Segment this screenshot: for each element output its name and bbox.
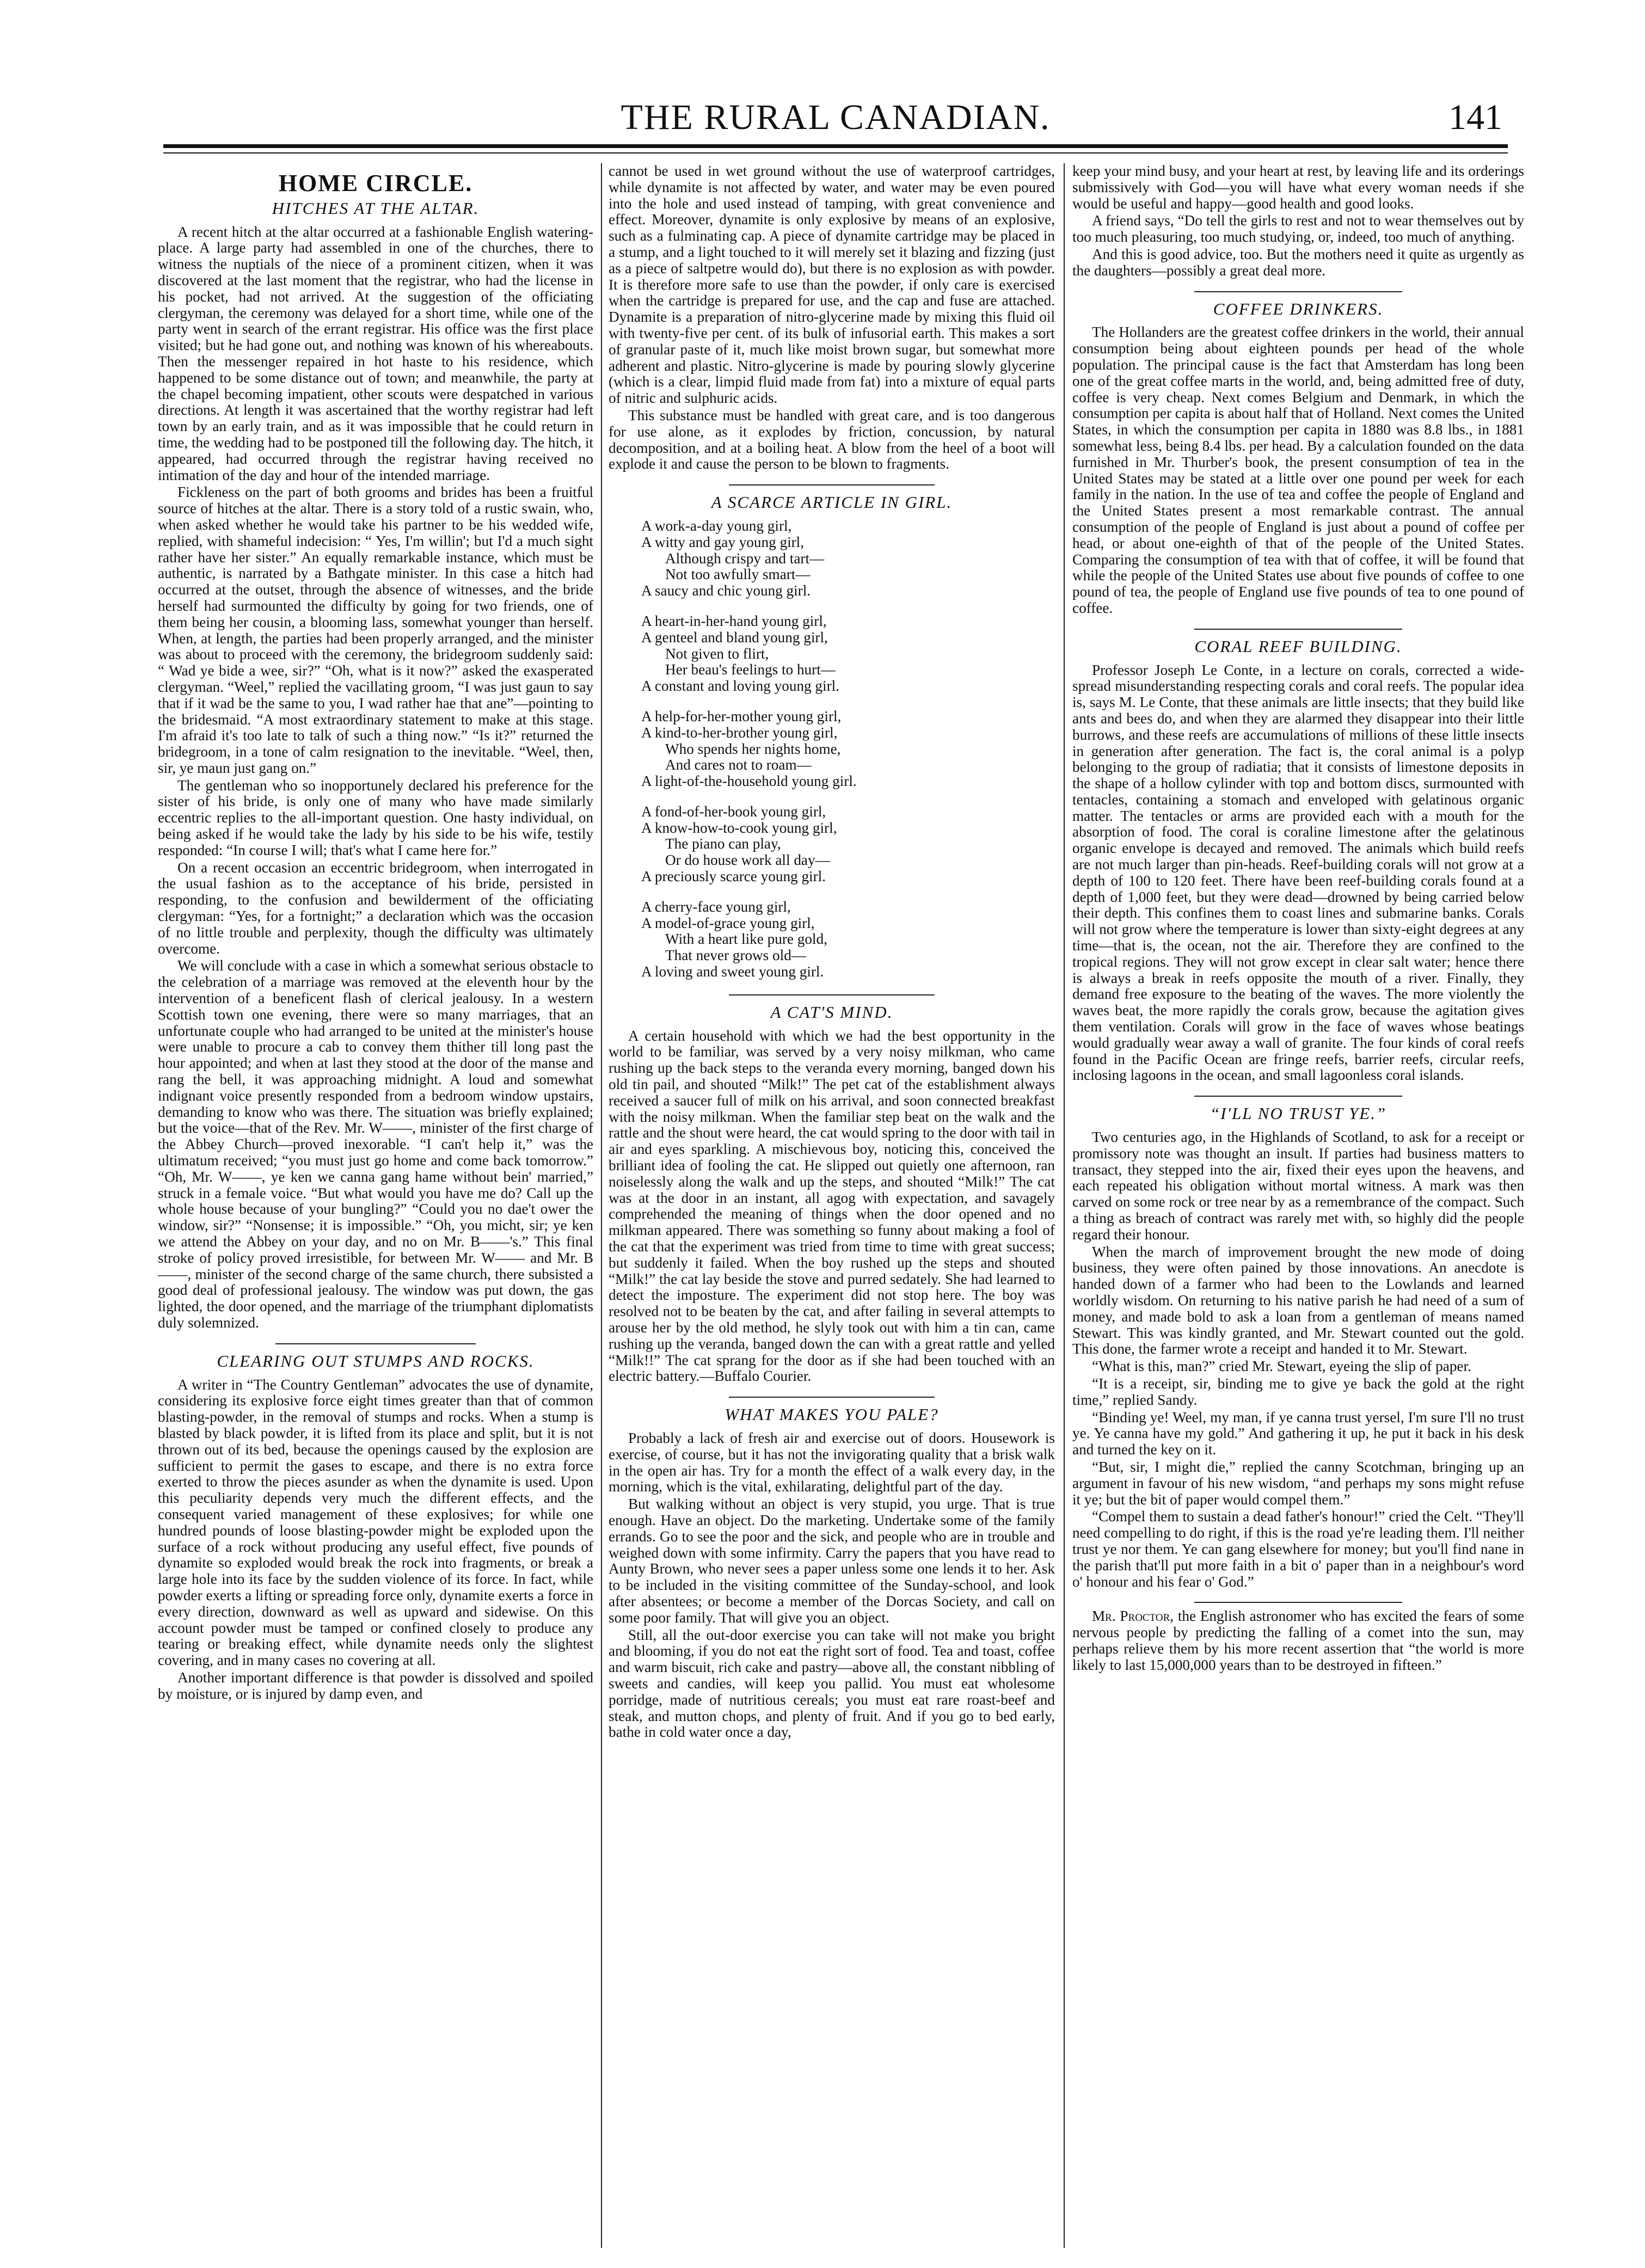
- paragraph: Still, all the out-door exercise you can take will not make you bright and blooming, if you do not eat the right sort of food. Tea and toast, coffee and warm biscuit, rich cake and pastry—above all, the constant nibbling of sweets and candies, will keep you pallid. You must eat wholesome porridge, made of nutritious cereals; you must eat rare roast-beef and steak, and mutton chops, and plenty of fruit. And if you go to bed early, bathe in cold water once a day,: [609, 1626, 1055, 1741]
- paragraph: Probably a lack of fresh air and exercise out of doors. Housework is exercise, of course, but it has not the invigorating quality that a brisk walk in the open air has. Try for a month the effect of a walk every day, in the morning, which is the vital, exhilarating, delightful part of the day.: [609, 1429, 1055, 1495]
- paragraph: keep your mind busy, and your heart at rest, by leaving life and its orderings submissively with God—you will have what every woman needs if she would be useful and happy—good health and good looks.: [1072, 163, 1524, 212]
- article-title-pale: WHAT MAKES YOU PALE?: [725, 1405, 939, 1424]
- paragraph: Professor Joseph Le Conte, in a lecture on corals, corrected a wide-spread misunderstanding respecting corals and coral reefs. The popular idea is, says M. Le Conte, that these animals are little insects; that they build like ants and bees do, and when they are alarmed they disappear into their little burrows, and these reefs are accumulations of millions of these little insects in generation after generation. The fact is, the coral animal is a polyp belonging to the group of radiatia; that it consists of limestone deposits in the shape of a hollow cylinder with top and bottom discs, surmounted with tentacles, containing a stomach and enveloped with gelatinous organic matter. The tentacles or arms are provided each with a mouth for the absorption of food. The coral is coraline limestone after the gelatinous organic envelope is decayed and removed. The animals which build reefs are not much larger than pin-heads. Reef-building corals will not grow at a depth of 100 to 120 feet. There have been reef-building corals found at a depth of 1,000 feet, but they were dead—drowned by being carried below their depth. This confines them to coast lines and submarine banks. Corals will not grow where the temperature is lower than sixty-eight degrees at any time—that is, the ocean, not the air. Therefore they are confined to the tropical regions. They will not grow except in clear salt water; hence there is always a break in reefs opposite the mouth of a river. Finally, they demand free exposure to the beating of the waves. The more violently the waves beat, the more rapidly the corals grow, because the agitation gives them ventilation. Corals will grow in the face of waves whose beatings would gradually wear away a wall of granite. The four kinds of coral reefs found in the Pacific Ocean are fringe reefs, barrier reefs, circular reefs, inclosing lagoons in the ocean, and small lagoonless coral islands.: [1072, 661, 1524, 1084]
- paragraph: When the march of improvement brought the new mode of doing business, they were often pained by those innovations. An anecdote is handed down of a farmer who had been to the Lowlands and learned worldly wisdom. On returning to his native parish he had need of a sum of money, and made bold to ask a loan from a gentleman of means named Stewart. This was kindly granted, and Mr. Stewart counted out the gold. This done, the farmer wrote a receipt and handed it to Mr. Stewart.: [1072, 1243, 1524, 1357]
- poem-line: A heart-in-her-hand young girl,: [641, 612, 827, 629]
- article-separator: [729, 1397, 934, 1398]
- paragraph: On a recent occasion an eccentric bridegroom, when interrogated in the usual fashion as to the acceptance of his bride, persisted in responding, to the confusion and bewilderment of the officiating clergyman: “Yes, for a fortnight;” a declaration which was the occasion of no little trouble and perplexity, though the difficulty was ultimately overcome.: [158, 859, 593, 957]
- note-lead: Mr. Proctor,: [1092, 1608, 1174, 1625]
- article-separator: [275, 1343, 476, 1344]
- page-number: 141: [1448, 97, 1502, 137]
- poem-line: A genteel and bland young girl,: [641, 629, 828, 646]
- article-separator: [1194, 291, 1402, 292]
- section-heading: HOME CIRCLE.: [278, 170, 473, 196]
- poem-stanza: [641, 899, 1055, 980]
- poem-line: A loving and sweet young girl.: [641, 963, 824, 980]
- note-text: the English astronomer who has excited the fears of some nervous people by predicting the falling of a comet into the sun, may perhaps relieve them by his more recent assertion that “the world is more likely to last 15,000,000 years than to be destroyed in fifteen.”: [1072, 1608, 1524, 1673]
- poem-line: A model-of-grace young girl,: [641, 914, 815, 931]
- paragraph: Fickleness on the part of both grooms and brides has been a fruitful source of hitches at the altar. There is a story told of a rustic swain, who, when asked whether he would take his partner to be his wedded wife, replied, with shameful indecision: “ Yes, I'm willin'; but I'd a much sight rather have her sister.” An equally remarkable instance, which must be authentic, is narrated by a Bathgate minister. In this case a hitch had occurred at the outset, through the absence of witnesses, and the bride herself had surmounted the difficulty by going for two friends, one of them being her cousin, a blooming lass, somewhat younger than herself. When, at length, the parties had been properly arranged, and the minister was about to proceed with the ceremony, the bridegroom suddenly said: “ Wad ye bide a wee, sir?” “Oh, what is it now?” asked the exasperated clergyman. “Weel,” replied the vacillating groom, “I was just gaun to say that if it wad be the same to you, I wad rather hae that ane”—pointing to the bridesmaid. “A most extraordinary statement to make at this stage. I'm afraid it's too late to talk of such a thing now.” “Is it?” returned the bridegroom, in a tone of calm resignation to the inevitable. “Weel, then, sir, ye maun just gang on.”: [158, 484, 593, 776]
- article-title-trust: “I'LL NO TRUST YE.”: [1210, 1104, 1387, 1123]
- column-3: [1072, 163, 1524, 2248]
- article-title-coffee: COFFEE DRINKERS.: [1213, 299, 1384, 318]
- paragraph: A certain household with which we had the best opportunity in the world to be familiar, was served by a very noisy milkman, who came rushing up the back steps to the veranda every morning, banged down his old tin pail, and shouted “Milk!” The pet cat of the establishment always received a saucer full of milk on his arrival, and soon connected breakfast with the noisy milkman. When the familiar step beat on the walk and the rattle and the shout were heard, the cat would spring to the door with tail in air and eyes sparkling. A mischievous boy, noticing this, conceived the brilliant idea of fooling the cat. He slipped out quietly one afternoon, ran noiselessly along the walk and up the steps, and shouted “Milk!” The cat was at the door in an instant, all agog with expectation, and savagely comprehended the meaning of things when the door opened and no milkman appeared. There was something so funny about making a fool of the cat that the experiment was tried from time to time with great success; but suddenly it failed. When the boy rushed up the steps and shouted “Milk!” the cat lay beside the stove and purred sedately. She had learned to detect the imposture. The experiment did not stop here. The boy was resolved not to be beaten by the cat, and after failing in several attempts to arouse her by the old method, he slyly took out with him a tin can, came rushing up the veranda, banged down the can with a great rattle and yelled “Milk!!” The cat sprang for the door as if she had been touched with an electric battery.—Buffalo Courier.: [609, 1027, 1055, 1385]
- page-header: [163, 82, 1508, 142]
- poem-line: A cherry-face young girl,: [641, 898, 791, 915]
- article-separator: [729, 484, 934, 485]
- poem-stanza: [641, 804, 1055, 885]
- paragraph: A friend says, “Do tell the girls to rest and not to wear themselves out by too much pleasuring, too much studying, or, indeed, too much of anything.: [1072, 212, 1524, 245]
- poem-line: Who spends her nights home,: [665, 740, 841, 757]
- column-1: [158, 163, 593, 2248]
- article-title-hitches: HITCHES AT THE ALTAR.: [272, 198, 480, 218]
- paragraph: And this is good advice, too. But the mothers need it quite as urgently as the daughters—possibly a great deal more.: [1072, 245, 1524, 279]
- poem-line: Not given to flirt,: [665, 645, 769, 662]
- poem-line: A fond-of-her-book young girl,: [641, 803, 826, 820]
- paragraph: This substance must be handled with great care, and is too dangerous for use alone, as it explodes by friction, concussion, by natural decomposition, and at a boiling heat. A blow from the heel of a boot will explode it and cause the person to be blown to fragments.: [609, 407, 1055, 472]
- poem-line: A light-of-the-household young girl.: [641, 773, 857, 790]
- poem-line: A constant and loving young girl.: [641, 678, 839, 694]
- paragraph: But walking without an object is very stupid, you urge. That is true enough. Have an object. Do the marketing. Undertake some of the family errands. Go to see the poor and the sick, and people who are in trouble and weighed down with some infirmity. Carry the papers that you have read to Aunty Brown, who never sees a paper unless some one lends it to her. Ask to be included in the visiting committee of the Sunday-school, and look after absentees; or become a member of the Dorcas Society, and call on some poor family. That will give you an object.: [609, 1496, 1055, 1626]
- article-title-stumps: CLEARING OUT STUMPS AND ROCKS.: [217, 1351, 535, 1370]
- poem-line: Although crispy and tart—: [665, 550, 825, 567]
- paragraph: “It is a receipt, sir, binding me to give ye back the gold at the right time,” replied Sandy.: [1072, 1375, 1524, 1408]
- poem-line: That never grows old—: [665, 947, 806, 964]
- column-2: [609, 163, 1055, 2248]
- paragraph: “Binding ye! Weel, my man, if ye canna trust yersel, I'm sure I'll no trust ye. Ye canna have my gold.” And gathering it up, he put it back in his desk and turned the key on it.: [1072, 1409, 1524, 1458]
- header-rule: [163, 144, 1508, 148]
- paragraph: “But, sir, I might die,” replied the canny Scotchman, bringing up an argument in favour of his new wisdom, “and perhaps my sons might refuse it ye; but the bit of paper would compel them.”: [1072, 1458, 1524, 1508]
- poem-line: With a heart like pure gold,: [665, 931, 827, 948]
- poem-line: Or do house work all day—: [665, 852, 830, 869]
- paragraph: Two centuries ago, in the Highlands of Scotland, to ask for a receipt or promissory note was thought an insult. If parties had business matters to transact, they stepped into the air, fixed their eyes upon the heavens, and each repeated his obligation without mortal witness. A mark was then carved on some rock or tree near by as a remembrance of the compact. Such a thing as breach of contract was rarely met with, so highly did the people regard their honour.: [1072, 1129, 1524, 1243]
- paragraph: The Hollanders are the greatest coffee drinkers in the world, their annual consumption being about eighteen pounds per head of the whole population. The principal cause is the fact that Amsterdam has long been one of the great coffee marts in the world, and, being admitted free of duty, coffee is very cheap. Next comes Belgium and Denmark, in which the consumption per capita is about half that of Holland. Next comes the United States, in which the consumption per capita in 1880 was 8.8 lbs., in 1881 somewhat less, being 8.4 lbs. per head. By a calculation founded on the data furnished in Mr. Thurber's book, the present consumption of tea in the United States may be stated at a little over one pound per week for each family in the nation. In the use of tea and coffee the people of England and the United States present a most remarkable contrast. The annual consumption of the people of England is just about a pound of coffee per head, or about one-eighth of that of the people of the United States. Comparing the consumption of tea with that of coffee, it will be found that while the people of the United States use about five pounds of coffee to one pound of tea, the people of England use five pounds of tea to one pound of coffee.: [1072, 324, 1524, 616]
- proctor-note: [1072, 1608, 1524, 1673]
- poem-line: A work-a-day young girl,: [641, 517, 792, 534]
- article-title-coral: CORAL REEF BUILDING.: [1194, 636, 1402, 656]
- header-rule-thin: [163, 152, 1508, 153]
- article-title-cat: A CAT'S MIND.: [770, 1002, 893, 1022]
- paragraph: A writer in “The Country Gentleman” advocates the use of dynamite, considering its explosive force eight times greater than that of common blasting-powder, in the removal of stumps and rocks. When a stump is blasted by black powder, it is lifted from its place and split, but it is not thrown out of its bed, because the openings caused by the explosion are sufficient to permit the gases to escape, and there is no extra force exerted to throw the pieces asunder as when the dynamite is used. Upon this peculiarity depends very much the different effects, and the consequent varied management of these explosives; for while one hundred pounds of loose blasting-powder might be exploded upon the surface of a rock without producing any useful effect, five pounds of dynamite so exploded would break the rock into fragments, or break a large hole into its face by the sudden violence of its force. In fact, while powder exerts a lifting or spreading force only, dynamite exerts a force in every direction, downward as well as upward and sidewise. On this account powder must be tamped or confined closely to produce any tearing or breaking effect, while dynamite needs only the slightest covering, and in many cases no covering at all.: [158, 1376, 593, 1669]
- paragraph: We will conclude with a case in which a somewhat serious obstacle to the celebration of a marriage was removed at the eleventh hour by the intervention of a beneficent flash of clerical jealousy. In a western Scottish town one evening, there were so many marriages, that an unfortunate couple who had arranged to be united at the minister's house were unable to procure a cab to convey them thither till long past the hour appointed; and when at last they stood at the door of the manse and rang the bell, it was approaching midnight. A loud and somewhat indignant voice presently responded from a bedroom window upstairs, demanding to know who was there. The situation was briefly explained; but the voice—that of the Rev. Mr. W——, minister of the first charge of the Abbey Church—proved inexorable. “I can't help it,” was the ultimatum received; “you must just go home and come back tomorrow.” “Oh, Mr. W——, ye ken we canna gang hame without bein' married,” struck in a female voice. “But what would you have me do? Call up the whole house because of your bungling?” “Could you no dae't ower the window, sir?” “Nonsense; it is impossible.” “Oh, you micht, sir; ye ken we attend the Abbey on your day, and no on Mr. B——'s.” This final stroke of policy proved irresistible, for between Mr. W—— and Mr. B——, minister of the second charge of the same church, there subsisted a good deal of professional jealousy. The window was put down, the gas lighted, the door opened, and the marriage of the triumphant diplomatists duly solemnized.: [158, 957, 593, 1331]
- column-divider-1: [601, 163, 602, 2248]
- poem-line: Not too awfully smart—: [665, 566, 811, 583]
- publication-title: THE RURAL CANADIAN.: [621, 97, 1051, 137]
- poem-title: A SCARCE ARTICLE IN GIRL.: [711, 493, 953, 512]
- paragraph: cannot be used in wet ground without the use of waterproof cartridges, while dynamite is not affected by water, and water may be even poured into the hole and used instead of tamping, with great convenience and effect. Moreover, dynamite is only explosive by means of an explosive, such as a fulminating cap. A piece of dynamite cartridge may be placed in a stump, and a light touched to it will merely set it blazing and fizzing (just as a piece of saltpetre would do), but there is no explosion as with powder. It is therefore more safe to use than the powder, if only care is exercised when the cartridge is prepared for use, and the cap and fuse are attached. Dynamite is a preparation of nitro-glycerine made by mixing this fluid oil with twenty-five per cent. of its bulk of infusorial earth. This makes a sort of granular paste of it, much like moist brown sugar, but somewhat more adherent and plastic. Nitro-glycerine is made by pouring slowly glycerine (which is a clear, limpid fluid made from fat) into a mixture of equal parts of nitric and sulphuric acids.: [609, 163, 1055, 407]
- article-separator: [1194, 1602, 1402, 1603]
- article-separator: [1194, 629, 1402, 630]
- paragraph: Another important difference is that powder is dissolved and spoiled by moisture, or is injured by damp even, and: [158, 1669, 593, 1702]
- poem-line: A witty and gay young girl,: [641, 533, 805, 550]
- column-divider-2: [1064, 163, 1065, 2248]
- poem-stanza: [641, 518, 1055, 599]
- poem-line: A know-how-to-cook young girl,: [641, 819, 837, 836]
- poem-line: A saucy and chic young girl.: [641, 582, 811, 599]
- poem-line: The piano can play,: [665, 835, 781, 852]
- paragraph: A recent hitch at the altar occurred at a fashionable English watering-place. A large party had assembled in one of the churches, there to witness the nuptials of the niece of a prominent citizen, when it was discovered at the last moment that the registrar, who had the license in his pocket, had not arrived. At the suggestion of the officiating clergyman, the ceremony was delayed for a short time, while one of the party went in search of the errant registrar. His office was the first place visited; but he had gone out, and nothing was known of his whereabouts. Then the messenger repaired in hot haste to his residence, which happened to be some distance out of town; and meanwhile, the party at the chapel becoming impatient, other scouts were despatched in various directions. At length it was ascertained that the worthy registrar had left town by an early train, and as it was impossible that he could return in time, the wedding had to be postponed till the following day. The hitch, it appeared, had occurred through the registrar having received no intimation of the day and hour of the intended marriage.: [158, 223, 593, 483]
- poem-line: A preciously scarce young girl.: [641, 868, 826, 885]
- poem-stanza: [641, 613, 1055, 694]
- poem-line: Her beau's feelings to hurt—: [665, 661, 836, 678]
- article-separator: [729, 994, 934, 995]
- paragraph: “What is this, man?” cried Mr. Stewart, eyeing the slip of paper.: [1092, 1358, 1471, 1375]
- poem-line: A help-for-her-mother young girl,: [641, 708, 842, 724]
- paragraph: The gentleman who so inopportunely declared his preference for the sister of his bride, is only one of many who have made similarly eccentric replies to the all-important question. One hasty individual, on being asked if he would take the lady by his side to be his wife, testily responded: “In course I will; that's what I came here for.”: [158, 777, 593, 858]
- poem-stanza: [641, 709, 1055, 790]
- poem-line: A kind-to-her-brother young girl,: [641, 724, 838, 741]
- paragraph: “Compel them to sustain a dead father's honour!” cried the Celt. “They'll need compelling to do right, if this is the road ye're leading them. I'll neither trust ye nor them. Ye can gang elsewhere for money; but you'll find nane in the parish that'll put more faith in a bit o' paper than in a neighbour's word o' honour and his fear o' God.”: [1072, 1508, 1524, 1590]
- poem-line: And cares not to roam—: [665, 757, 812, 773]
- article-separator: [1194, 1096, 1402, 1097]
- poem: [641, 518, 1055, 980]
